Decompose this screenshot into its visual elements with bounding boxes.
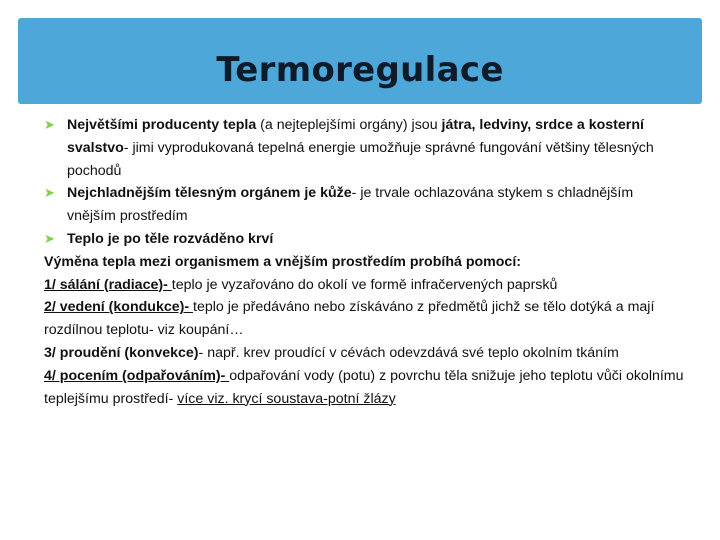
slide-title: Termoregulace <box>216 50 504 90</box>
arrow-bullet-icon: ➤ <box>44 230 55 246</box>
arrow-bullet-icon: ➤ <box>44 185 55 201</box>
method-label: 1/ sálání (radiace)- <box>44 276 172 293</box>
method-evaporation <box>44 365 684 411</box>
method-radiation <box>44 274 684 297</box>
method-text: teplo je předáváno nebo získáváno z předmětů jichž se tělo dotýká a mají rozdílnou teplotu- viz koupání… <box>44 299 655 339</box>
method-label: 3/ proudění (konvekce) <box>44 344 199 361</box>
bullet-bold-text: Teplo je po těle rozváděno krví <box>67 230 274 247</box>
bullet-item-producers <box>44 114 684 182</box>
method-text: teplo je vyzařováno do okolí ve formě infračervených paprsků <box>171 276 558 293</box>
title-banner <box>18 18 702 104</box>
bullet-text: (a nejteplejšími orgány) jsou <box>256 117 442 133</box>
bullet-item-blood <box>44 228 684 251</box>
bullet-item-skin <box>44 182 684 228</box>
bullet-text: - je trvale ochlazována stykem s chladnějším vnějším prostředím <box>67 185 634 225</box>
bullet-bold-text: Největšími producenty tepla <box>67 117 257 133</box>
method-conduction <box>44 296 684 342</box>
exchange-intro: Výměna tepla mezi organismem a vnějším prostředím probíhá pomocí: <box>44 253 521 270</box>
method-text: odpařování vody (potu) z povrchu těla snižuje jeho teplotu vůči okolnímu teplejšímu prostředí- <box>44 367 684 407</box>
method-convection <box>44 342 684 365</box>
method-label: 2/ vedení (kondukce)- <box>44 299 194 316</box>
cross-reference-link[interactable]: více viz. krycí soustava-potní žlázy <box>177 390 396 407</box>
bullet-bold-text: Nejchladnějším tělesným orgánem je kůže <box>67 185 352 202</box>
method-label: 4/ pocením (odpařováním)- <box>44 367 230 384</box>
arrow-bullet-icon: ➤ <box>44 117 55 132</box>
bullet-bold-text: játra, ledviny, srdce a kosterní svalstvo <box>67 117 644 156</box>
method-text: - např. krev proudící v cévách odevzdává své teplo okolním tkáním <box>198 344 619 361</box>
slide-content <box>44 114 684 410</box>
bullet-text: - jimi vyprodukovaná tepelná energie umožňuje správné fungování většiny tělesných pochodů <box>67 139 654 179</box>
